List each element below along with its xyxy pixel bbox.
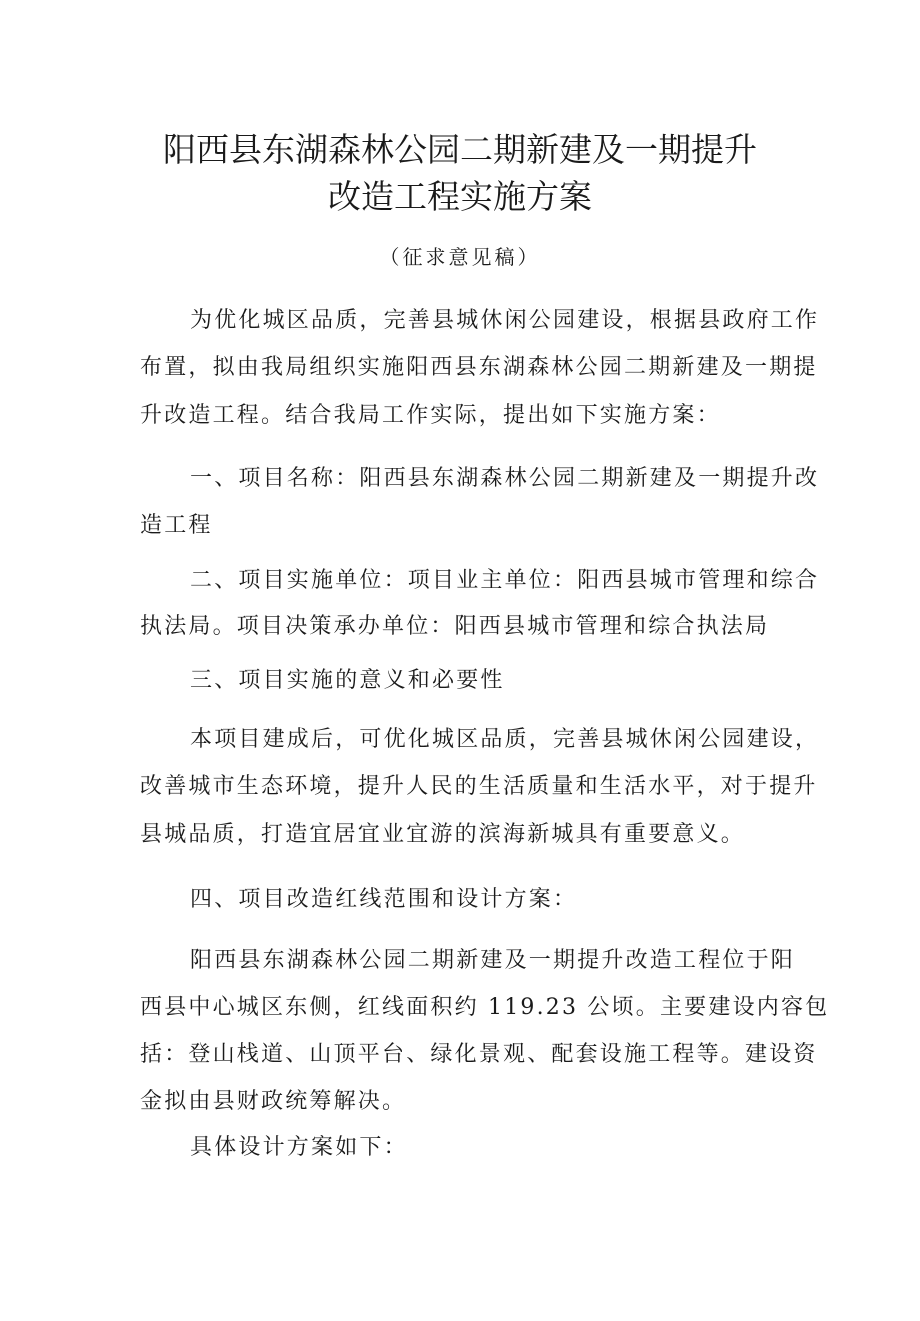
document-title-line-1: 阳西县东湖森林公园二期新建及一期提升 [163,130,757,169]
paragraph-line: 金拟由县财政统筹解决。 [140,1089,407,1114]
paragraph-line: 具体设计方案如下： [190,1135,408,1160]
paragraph-line: 括：登山栈道、山顶平台、绿化景观、配套设施工程等。建设资 [140,1042,818,1067]
section-heading-1: 一、项目名称：阳西县东湖森林公园二期新建及一期提升改 [190,466,820,491]
paragraph-line: 改善城市生态环境，提升人民的生活质量和生活水平，对于提升 [140,774,818,799]
paragraph-line: 执法局。项目决策承办单位：阳西县城市管理和综合执法局 [140,614,770,639]
paragraph-line: 阳西县东湖森林公园二期新建及一期提升改造工程位于阳 [190,948,796,973]
document-title-line-2: 改造工程实施方案 [328,177,592,216]
paragraph-line: 县城品质，打造宜居宜业宜游的滨海新城具有重要意义。 [140,822,746,847]
section-heading-4: 四、项目改造红线范围和设计方案： [190,887,578,912]
section-heading-2: 二、项目实施单位：项目业主单位：阳西县城市管理和综合 [190,568,820,593]
paragraph-line: 西县中心城区东侧，红线面积约 119.23 公顷。主要建设内容包 [140,995,830,1020]
paragraph-line: 布置，拟由我局组织实施阳西县东湖森林公园二期新建及一期提 [140,355,818,380]
paragraph-line: 造工程 [140,513,213,538]
paragraph-line: 本项目建成后，可优化城区品质，完善县城休闲公园建设， [190,727,820,752]
section-heading-3: 三、项目实施的意义和必要性 [190,668,505,693]
document-subtitle: （征求意见稿） [379,245,541,269]
paragraph-line: 为优化城区品质，完善县城休闲公园建设，根据县政府工作 [190,308,820,333]
paragraph-line: 升改造工程。结合我局工作实际，提出如下实施方案： [140,403,721,428]
